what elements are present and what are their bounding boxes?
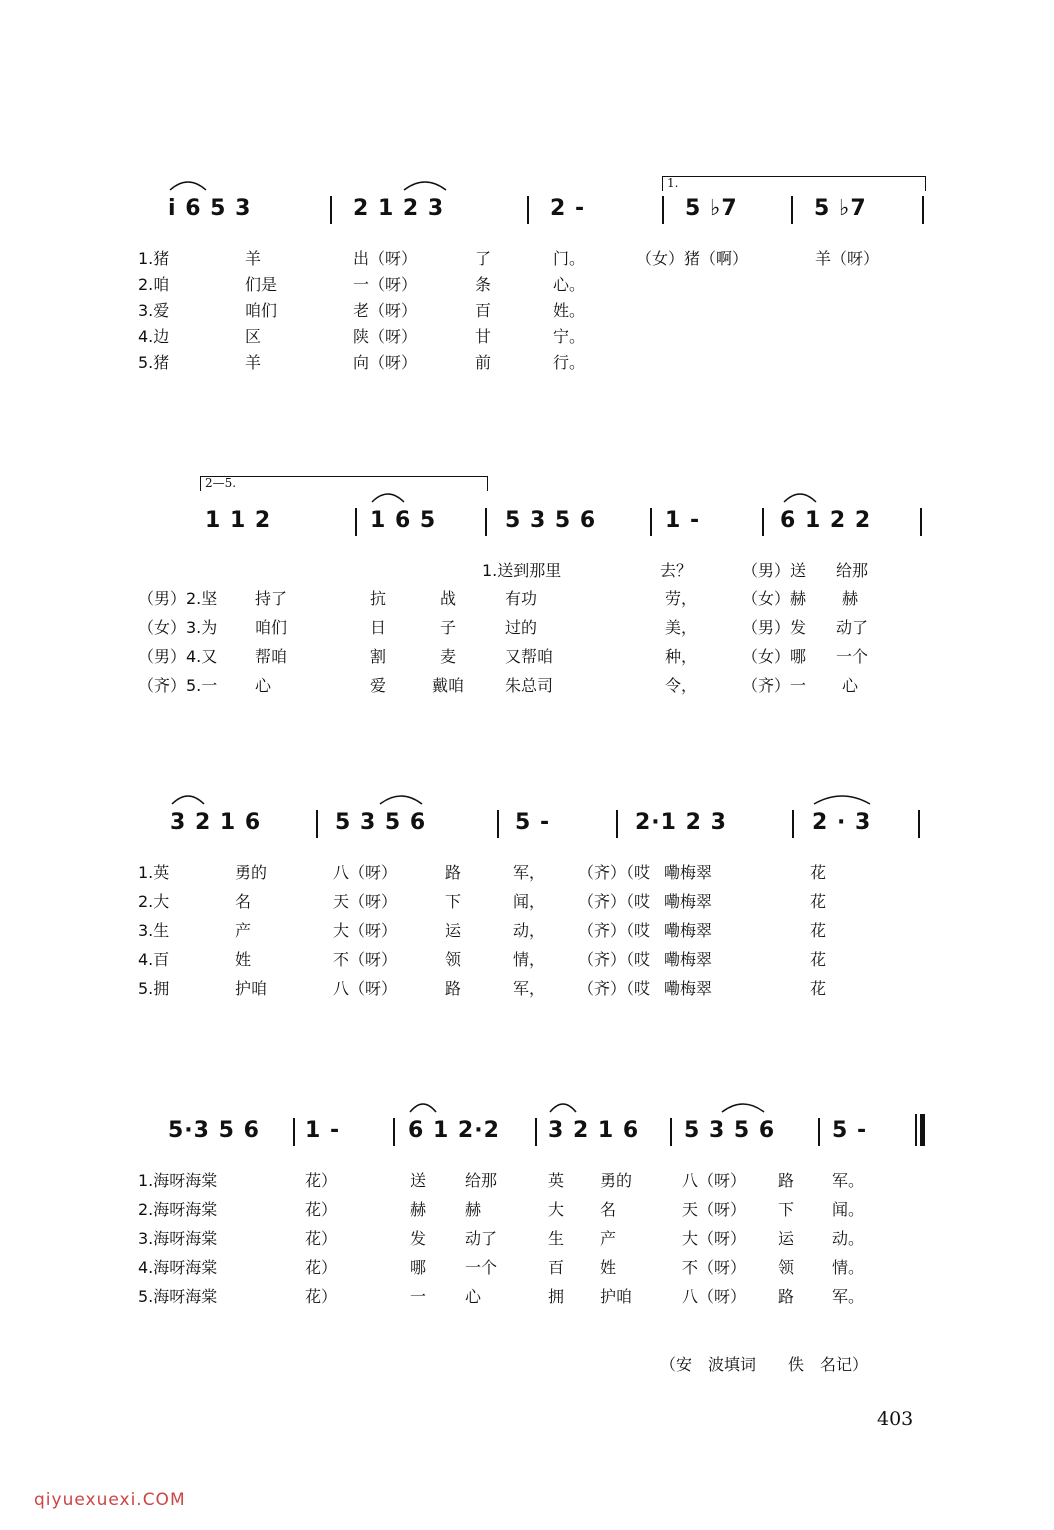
volta-label: 1. <box>667 176 679 190</box>
lyric: 勇的 <box>600 1171 633 1190</box>
lyric: 咱们 <box>245 301 278 320</box>
lyric: 不（呀） <box>682 1258 747 1277</box>
lyric: 1.英 <box>138 863 170 882</box>
lyric: （齐）（哎 <box>578 863 651 882</box>
lyric: 赫 <box>465 1200 482 1219</box>
lyric: 嘞梅翠 <box>664 863 713 882</box>
lyric: 区 <box>245 327 262 346</box>
lyric: 2.咱 <box>138 275 170 294</box>
lyric: 八（呀） <box>333 979 398 998</box>
lyric: 给那 <box>836 561 869 580</box>
lyric: （女）3.为 <box>138 618 218 637</box>
barline <box>527 196 529 224</box>
lyric: 老（呀） <box>353 301 418 320</box>
slur-mark <box>782 490 818 504</box>
lyric: 门。 <box>553 249 586 268</box>
lyric: （齐）（哎 <box>578 979 651 998</box>
lyric: （女）哪 <box>742 647 807 666</box>
lyric: 姓。 <box>553 301 586 320</box>
lyric: 美， <box>665 618 698 637</box>
measure: 5 3 5 6 <box>684 1118 776 1143</box>
lyric: 了 <box>475 249 492 268</box>
lyric: 3.爱 <box>138 301 170 320</box>
lyric: （齐）（哎 <box>578 950 651 969</box>
barline <box>791 196 793 224</box>
barline <box>393 1118 395 1146</box>
lyric: 大（呀） <box>333 921 398 940</box>
lyric: 运 <box>778 1229 795 1248</box>
barline <box>792 810 794 838</box>
lyric: 产 <box>600 1229 617 1248</box>
lyric: 种， <box>665 647 698 666</box>
lyric: 3.海呀海棠 <box>138 1229 218 1248</box>
lyric: 闻， <box>513 892 546 911</box>
lyric: 爱 <box>370 676 387 695</box>
lyric: 条 <box>475 275 492 294</box>
barline <box>762 508 764 536</box>
measure: 6 1 2 2 <box>780 508 872 533</box>
lyric: 百 <box>475 301 492 320</box>
lyric: （齐）（哎 <box>578 892 651 911</box>
lyric: 花 <box>810 863 827 882</box>
lyric: 行。 <box>553 353 586 372</box>
lyric: 戴咱 <box>432 676 465 695</box>
lyric: 八（呀） <box>682 1287 747 1306</box>
lyric: 有功 <box>505 589 538 608</box>
lyric: 路 <box>445 979 462 998</box>
lyric: 产 <box>235 921 252 940</box>
barline <box>922 196 924 224</box>
lyric: 羊 <box>245 353 262 372</box>
lyric: 动， <box>513 921 546 940</box>
lyric: 赫 <box>410 1200 427 1219</box>
lyric: （男）2.坚 <box>138 589 218 608</box>
lyric: 拥 <box>548 1287 565 1306</box>
measure: 1 - <box>665 508 701 533</box>
lyric: 3.生 <box>138 921 170 940</box>
measure: 1 1 2 <box>205 508 272 533</box>
watermark-text: qiyuexuexi.COM <box>34 1490 186 1510</box>
lyric: （男）4.又 <box>138 647 218 666</box>
lyric: 5.海呀海棠 <box>138 1287 218 1306</box>
lyric: 花 <box>810 950 827 969</box>
lyric: 护咱 <box>600 1287 633 1306</box>
lyric: 送 <box>410 1171 427 1190</box>
lyric: 百 <box>548 1258 565 1277</box>
slur-mark <box>812 792 872 806</box>
lyric: 大（呀） <box>682 1229 747 1248</box>
measure: 2 · 3 <box>812 810 872 835</box>
lyric: 护咱 <box>235 979 268 998</box>
barline <box>670 1118 672 1146</box>
slur-mark <box>170 792 206 806</box>
lyric: 发 <box>410 1229 427 1248</box>
lyric: （男）送 <box>742 561 807 580</box>
measure: 6 1 2·2 <box>408 1118 500 1143</box>
lyric: 羊 <box>245 249 262 268</box>
lyric: 又帮咱 <box>505 647 554 666</box>
lyric: 心。 <box>553 275 586 294</box>
lyric: 大 <box>548 1200 565 1219</box>
barline <box>920 508 922 536</box>
lyric: 姓 <box>235 950 252 969</box>
barline <box>293 1118 295 1146</box>
volta-bracket-1 <box>662 176 926 191</box>
lyric: 帮咱 <box>255 647 288 666</box>
lyric: 2.海呀海棠 <box>138 1200 218 1219</box>
measure: 3 2 1 6 <box>170 810 262 835</box>
measure: 5 - <box>515 810 551 835</box>
barline <box>355 508 357 536</box>
lyric: 名 <box>600 1200 617 1219</box>
slur-mark <box>720 1100 766 1114</box>
barline <box>497 810 499 838</box>
barline <box>918 810 920 838</box>
measure: 2 1 2 3 <box>353 196 445 221</box>
lyric: 不（呀） <box>333 950 398 969</box>
lyric: （齐）一 <box>742 676 807 695</box>
lyric: 军， <box>513 863 546 882</box>
lyric: 勇的 <box>235 863 268 882</box>
lyric: 军。 <box>832 1287 865 1306</box>
measure: 5 3 5 6 <box>335 810 427 835</box>
lyric: 4.边 <box>138 327 170 346</box>
slur-mark <box>548 1100 578 1114</box>
lyric: 一（呀） <box>353 275 418 294</box>
lyric: 日 <box>370 618 387 637</box>
lyric: （女）赫 <box>742 589 807 608</box>
lyric: 八（呀） <box>333 863 398 882</box>
lyric: 过的 <box>505 618 538 637</box>
lyric: 军， <box>513 979 546 998</box>
lyric: 下 <box>445 892 462 911</box>
lyric: 一个 <box>836 647 869 666</box>
lyric: 花） <box>305 1287 338 1306</box>
lyric: 4.百 <box>138 950 170 969</box>
credit-line: （安 波填词 佚 名记） <box>660 1355 869 1374</box>
lyric: 天（呀） <box>682 1200 747 1219</box>
measure: 2·1 2 3 <box>635 810 727 835</box>
lyric: 花） <box>305 1229 338 1248</box>
lyric: 路 <box>778 1171 795 1190</box>
measure: 5·3 5 6 <box>168 1118 260 1143</box>
lyric: 动了 <box>836 618 869 637</box>
measure: 2 - <box>550 196 586 221</box>
lyric: 麦 <box>440 647 457 666</box>
lyric: 咱们 <box>255 618 288 637</box>
lyric: 子 <box>440 618 457 637</box>
lyric: 花） <box>305 1171 338 1190</box>
lyric: 嘞梅翠 <box>664 921 713 940</box>
lyric: 领 <box>445 950 462 969</box>
lyric: 战 <box>440 589 457 608</box>
barline <box>650 508 652 536</box>
lyric: 英 <box>548 1171 565 1190</box>
lyric: 情， <box>513 950 546 969</box>
lyric: 心 <box>842 676 859 695</box>
lyric: 令， <box>665 676 698 695</box>
lyric: 路 <box>445 863 462 882</box>
lyric: 去？ <box>660 561 693 580</box>
measure: 3 2 1 6 <box>548 1118 640 1143</box>
lyric: 哪 <box>410 1258 427 1277</box>
lyric: 生 <box>548 1229 565 1248</box>
slur-mark <box>370 490 406 504</box>
lyric: 花 <box>810 921 827 940</box>
lyric: 1.送到那里 <box>482 561 562 580</box>
lyric: 们是 <box>245 275 278 294</box>
slur-mark <box>168 178 208 192</box>
measure: i 6 5 3 <box>168 196 252 221</box>
lyric: 陕（呀） <box>353 327 418 346</box>
lyric: 5.猪 <box>138 353 170 372</box>
lyric: 给那 <box>465 1171 498 1190</box>
barline <box>818 1118 820 1146</box>
lyric: 劳， <box>665 589 698 608</box>
measure: 5 ♭7 <box>814 196 867 221</box>
volta-label: 2—5. <box>205 476 237 490</box>
slur-mark <box>378 792 424 806</box>
lyric: 一个 <box>465 1258 498 1277</box>
lyric: 情。 <box>832 1258 865 1277</box>
lyric: （齐）（哎 <box>578 921 651 940</box>
lyric: 军。 <box>832 1171 865 1190</box>
lyric: 心 <box>255 676 272 695</box>
lyric: 2.大 <box>138 892 170 911</box>
lyric: 1.海呀海棠 <box>138 1171 218 1190</box>
lyric: 动了 <box>465 1229 498 1248</box>
barline <box>662 196 664 224</box>
lyric: 割 <box>370 647 387 666</box>
barline <box>316 810 318 838</box>
lyric: 嘞梅翠 <box>664 979 713 998</box>
final-barline-thick <box>920 1114 925 1146</box>
lyric: 领 <box>778 1258 795 1277</box>
lyric: （男）发 <box>742 618 807 637</box>
lyric: 花 <box>810 979 827 998</box>
lyric: 抗 <box>370 589 387 608</box>
volta-bracket-2 <box>200 476 488 491</box>
page-number: 403 <box>877 1408 914 1430</box>
lyric: 姓 <box>600 1258 617 1277</box>
lyric: 闻。 <box>832 1200 865 1219</box>
lyric: 赫 <box>842 589 859 608</box>
lyric: 运 <box>445 921 462 940</box>
measure: 1 - <box>305 1118 341 1143</box>
slur-mark <box>408 1100 438 1114</box>
lyric: 前 <box>475 353 492 372</box>
slur-mark <box>402 178 448 192</box>
lyric: 5.拥 <box>138 979 170 998</box>
lyric: 向（呀） <box>353 353 418 372</box>
lyric: 花 <box>810 892 827 911</box>
lyric: （齐）5.一 <box>138 676 218 695</box>
measure: 1 6 5 <box>370 508 437 533</box>
lyric: 一 <box>410 1287 427 1306</box>
lyric: 心 <box>465 1287 482 1306</box>
lyric: 羊（呀） <box>815 249 880 268</box>
lyric: 动。 <box>832 1229 865 1248</box>
measure: 5 - <box>832 1118 868 1143</box>
barline <box>485 508 487 536</box>
lyric: 朱总司 <box>505 676 554 695</box>
lyric: 八（呀） <box>682 1171 747 1190</box>
measure: 5 ♭7 <box>685 196 738 221</box>
final-barline-thin <box>915 1114 917 1146</box>
lyric: （女）猪（啊） <box>636 249 749 268</box>
lyric: 持了 <box>255 589 288 608</box>
lyric: 下 <box>778 1200 795 1219</box>
lyric: 1.猪 <box>138 249 170 268</box>
lyric: 路 <box>778 1287 795 1306</box>
lyric: 出（呀） <box>353 249 418 268</box>
lyric: 嘞梅翠 <box>664 892 713 911</box>
lyric: 宁。 <box>553 327 586 346</box>
barline <box>330 196 332 224</box>
lyric: 花） <box>305 1258 338 1277</box>
lyric: 4.海呀海棠 <box>138 1258 218 1277</box>
barline <box>535 1118 537 1146</box>
lyric: 甘 <box>475 327 492 346</box>
measure: 5 3 5 6 <box>505 508 597 533</box>
lyric: 嘞梅翠 <box>664 950 713 969</box>
barline <box>616 810 618 838</box>
lyric: 天（呀） <box>333 892 398 911</box>
lyric: 花） <box>305 1200 338 1219</box>
lyric: 名 <box>235 892 252 911</box>
